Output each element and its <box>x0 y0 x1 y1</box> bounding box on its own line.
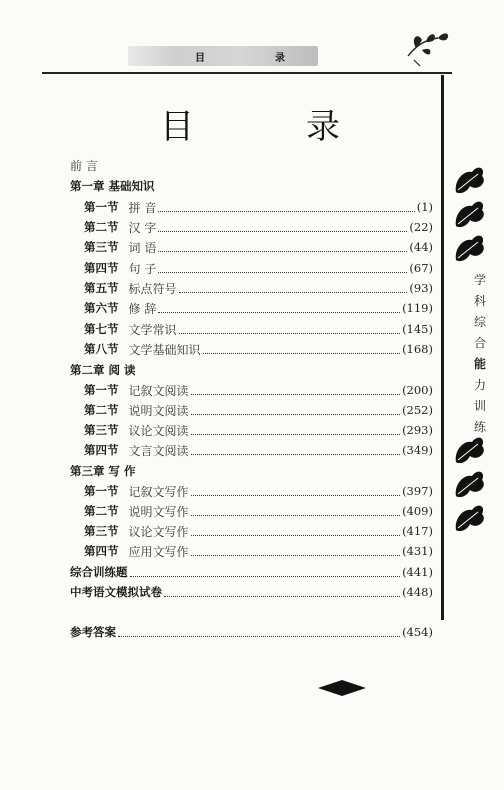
toc-section-label: 第一节 <box>84 200 119 214</box>
toc-leader-dots <box>203 353 401 354</box>
toc-chapter-label: 第二章 阅 读 <box>70 363 136 377</box>
toc-leader-dots <box>158 231 407 232</box>
toc-section-title: 汉 字 <box>128 220 157 235</box>
running-header <box>195 46 285 66</box>
toc-section[interactable] <box>84 502 433 520</box>
side-rule <box>441 75 444 620</box>
toc-section[interactable] <box>84 218 433 236</box>
toc-page-number: (119) <box>402 301 433 315</box>
header-char-1: 目 <box>195 52 205 64</box>
toc-section-title: 修 辞 <box>128 301 157 316</box>
toc-leader-dots <box>191 535 401 536</box>
toc-page-number: (168) <box>402 342 433 356</box>
toc-section-label: 第六节 <box>84 301 119 315</box>
toc-section[interactable] <box>84 299 433 317</box>
toc-section[interactable] <box>84 198 433 216</box>
toc-section[interactable] <box>84 421 433 439</box>
toc-section-label: 第一节 <box>84 484 119 498</box>
vertical-series-title <box>471 270 489 438</box>
toc-page-number: (431) <box>402 544 433 558</box>
toc-section[interactable] <box>84 320 433 338</box>
toc-section[interactable] <box>84 279 433 297</box>
toc-page-number: (349) <box>402 443 433 457</box>
toc-section[interactable] <box>84 340 433 358</box>
toc-section-title: 句 子 <box>128 261 157 276</box>
toc-page-number: (200) <box>402 383 433 397</box>
toc-section-title: 议论文写作 <box>128 524 189 539</box>
toc-section[interactable] <box>84 441 433 459</box>
title-char-2: 录 <box>306 106 340 147</box>
toc-section[interactable] <box>84 238 433 256</box>
toc-section-label: 第七节 <box>84 322 119 336</box>
toc-section-title: 词 语 <box>128 240 157 255</box>
diamond-ornament-icon <box>316 679 368 697</box>
toc-leader-dots <box>191 414 401 415</box>
vertical-char: 力 <box>473 378 486 392</box>
vine-leaf-icon <box>452 500 488 534</box>
toc-page-number: (454) <box>402 625 433 639</box>
toc-page-number: (293) <box>402 423 433 437</box>
toc-page-number: (1) <box>416 200 433 214</box>
toc-leader-dots <box>158 211 414 212</box>
toc-section[interactable] <box>84 381 433 399</box>
toc-section-title: 拼 音 <box>128 200 157 215</box>
toc-page-number: (397) <box>402 484 433 498</box>
toc-leader-dots <box>130 576 401 577</box>
toc-section[interactable] <box>84 542 433 560</box>
page-title <box>160 100 340 146</box>
vertical-char: 科 <box>473 294 486 308</box>
vertical-char: 练 <box>473 420 486 434</box>
toc-section-title: 文言文阅读 <box>128 443 189 458</box>
toc-section[interactable] <box>84 401 433 419</box>
toc-leader-dots <box>158 312 400 313</box>
toc-section-title: 文学常识 <box>128 322 177 337</box>
toc-leader-dots <box>179 292 408 293</box>
title-char-1: 目 <box>160 106 194 147</box>
toc-leader-dots <box>191 495 401 496</box>
toc-section-title: 标点符号 <box>128 281 177 296</box>
toc-section-label: 第四节 <box>84 443 119 457</box>
toc-section[interactable] <box>84 482 433 500</box>
vertical-char: 训 <box>473 399 486 413</box>
toc-chapter[interactable] <box>70 177 155 195</box>
toc-chapter[interactable] <box>70 462 136 480</box>
toc-section-title: 记叙文写作 <box>128 484 189 499</box>
toc-section-title: 议论文阅读 <box>128 423 189 438</box>
leaf-ornament-icon <box>398 26 458 70</box>
toc-section-title: 文学基础知识 <box>128 342 201 357</box>
toc-page-number: (252) <box>402 403 433 417</box>
toc-section-title: 应用文写作 <box>128 544 189 559</box>
toc-section-label: 第八节 <box>84 342 119 356</box>
toc-section-label: 第二节 <box>84 220 119 234</box>
toc-chapter[interactable] <box>70 361 136 379</box>
vertical-char: 学 <box>473 273 486 287</box>
toc-entry[interactable] <box>70 563 433 581</box>
toc-entry-label: 中考语文模拟试卷 <box>70 585 162 599</box>
toc-page-number: (67) <box>409 261 433 275</box>
toc-section-label: 第四节 <box>84 544 119 558</box>
toc-entry-label: 参考答案 <box>70 625 116 639</box>
toc-page-number: (145) <box>402 322 433 336</box>
header-rule <box>42 72 452 74</box>
toc-section-label: 第三节 <box>84 524 119 538</box>
vine-leaf-icon <box>452 162 488 196</box>
toc-section-label: 第二节 <box>84 504 119 518</box>
toc-entry-label: 综合训练题 <box>70 565 128 579</box>
toc-page-number: (409) <box>402 504 433 518</box>
toc-leader-dots <box>191 515 401 516</box>
toc-leader-dots <box>179 333 401 334</box>
toc-entry[interactable] <box>70 583 433 601</box>
toc-preface[interactable] <box>70 156 98 174</box>
toc-section-title: 说明文写作 <box>128 504 189 519</box>
toc-page-number: (448) <box>402 585 433 599</box>
vertical-char: 合 <box>473 336 486 350</box>
vine-leaf-icon <box>452 466 488 500</box>
vine-leaf-icon <box>452 432 488 466</box>
toc-section-label: 第一节 <box>84 383 119 397</box>
toc-leader-dots <box>191 434 401 435</box>
toc-section-label: 第三节 <box>84 240 119 254</box>
toc-leader-dots <box>191 555 401 556</box>
vine-leaf-icon <box>452 196 488 230</box>
vertical-char: 能 <box>473 357 486 371</box>
toc-leader-dots <box>191 394 401 395</box>
toc-entry-label: 前 言 <box>70 158 98 173</box>
vine-leaf-icon <box>452 230 488 264</box>
toc-section-label: 第五节 <box>84 281 119 295</box>
toc-leader-dots <box>164 596 400 597</box>
toc-page-number: (93) <box>409 281 433 295</box>
toc-section[interactable] <box>84 259 433 277</box>
header-char-2: 录 <box>275 52 285 64</box>
toc-leader-dots <box>158 272 407 273</box>
toc-section-title: 记叙文阅读 <box>128 383 189 398</box>
toc-chapter-label: 第一章 基础知识 <box>70 179 155 193</box>
toc-page-number: (44) <box>409 240 433 254</box>
toc-entry[interactable] <box>70 623 433 641</box>
toc-leader-dots <box>118 636 400 637</box>
toc-leader-dots <box>158 251 407 252</box>
toc-section-label: 第三节 <box>84 423 119 437</box>
toc-page-number: (417) <box>402 524 433 538</box>
toc-section-label: 第二节 <box>84 403 119 417</box>
vertical-char: 综 <box>473 315 486 329</box>
toc-chapter-label: 第三章 写 作 <box>70 464 136 478</box>
toc-section-label: 第四节 <box>84 261 119 275</box>
toc-section-title: 说明文阅读 <box>128 403 189 418</box>
toc-section[interactable] <box>84 522 433 540</box>
toc-leader-dots <box>191 454 401 455</box>
toc-page-number: (441) <box>402 565 433 579</box>
toc-page-number: (22) <box>409 220 433 234</box>
